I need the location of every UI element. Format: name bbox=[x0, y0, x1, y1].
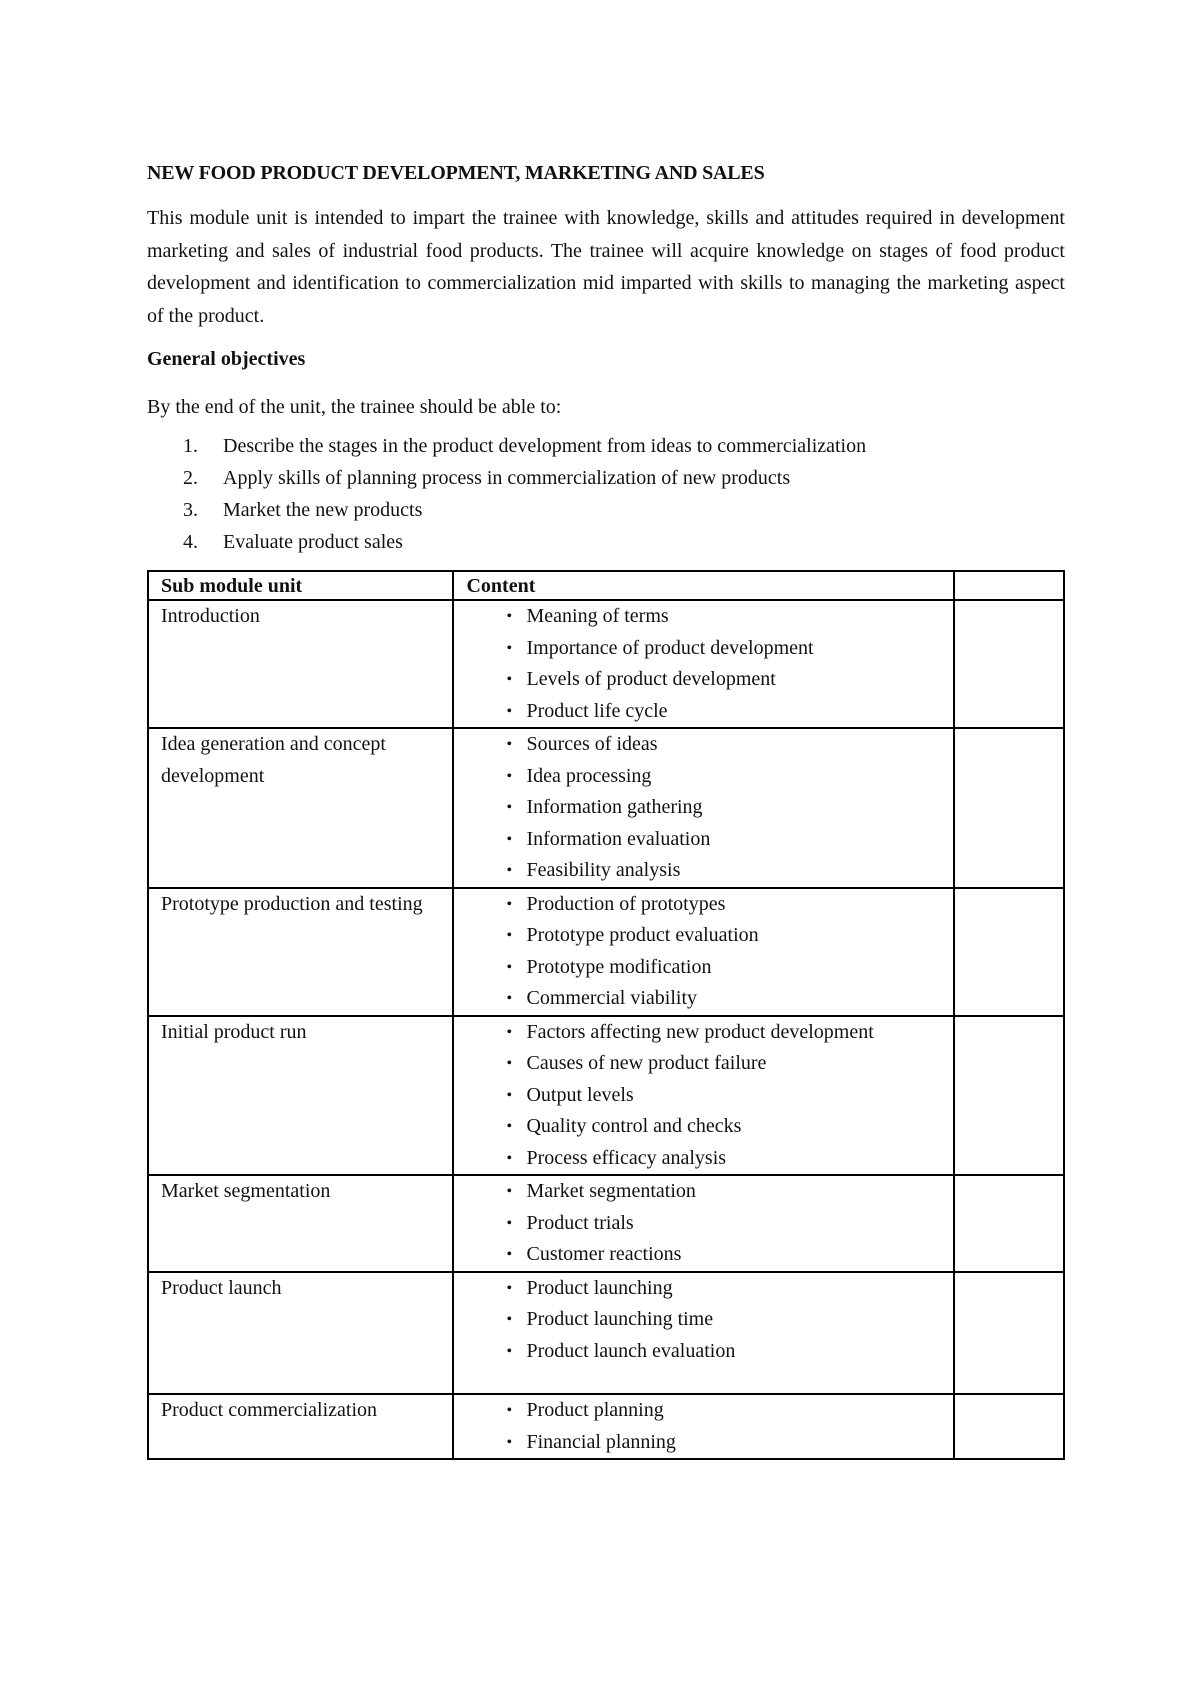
content-list bbox=[466, 601, 941, 727]
sub-module-unit-cell: Initial product run bbox=[148, 1016, 453, 1176]
table-row bbox=[148, 888, 1064, 1016]
bullet-icon: • bbox=[506, 1342, 513, 1360]
content-item bbox=[466, 1208, 941, 1240]
bullet-icon: • bbox=[506, 927, 513, 944]
bullet-icon: • bbox=[506, 1246, 513, 1263]
table-row bbox=[148, 1175, 1064, 1272]
extra-cell bbox=[954, 1175, 1064, 1272]
objective-number: 2. bbox=[183, 467, 198, 489]
bullet-icon: • bbox=[506, 990, 513, 1007]
bullet-icon: • bbox=[506, 702, 513, 720]
objective-item bbox=[147, 526, 1065, 558]
objective-number: 1. bbox=[183, 435, 198, 457]
content-item-text: Customer reactions bbox=[526, 1243, 682, 1265]
content-item-text: Prototype product evaluation bbox=[526, 924, 759, 946]
content-item bbox=[466, 824, 941, 856]
content-list bbox=[466, 1017, 941, 1175]
bullet-icon: • bbox=[506, 1214, 513, 1232]
document-page bbox=[147, 160, 1065, 1460]
objectives-lead: By the end of the unit, the trainee should be able to: bbox=[147, 396, 562, 418]
table-row bbox=[148, 600, 1064, 728]
content-item-text: Product life cycle bbox=[526, 699, 668, 722]
objective-text: Market the new products bbox=[223, 499, 423, 521]
content-item bbox=[466, 889, 941, 921]
sub-module-unit-cell: Product commercialization bbox=[148, 1394, 453, 1459]
objectives-list bbox=[147, 430, 1065, 558]
content-item-text: Factors affecting new product development bbox=[526, 1020, 874, 1043]
content-item bbox=[466, 761, 941, 793]
content-item-text: Importance of product development bbox=[526, 636, 814, 659]
content-item bbox=[466, 601, 941, 633]
bullet-icon: • bbox=[506, 1055, 513, 1072]
content-item bbox=[466, 1017, 941, 1049]
table-row bbox=[148, 728, 1064, 888]
content-item bbox=[466, 952, 941, 984]
content-item-text: Commercial viability bbox=[526, 987, 698, 1009]
content-item-text: Process efficacy analysis bbox=[526, 1146, 727, 1169]
content-item bbox=[466, 633, 941, 665]
sub-module-unit-cell: Prototype production and testing bbox=[148, 888, 453, 1016]
content-cell bbox=[453, 888, 954, 1016]
content-item bbox=[466, 1336, 941, 1368]
content-cell bbox=[453, 600, 954, 728]
bullet-icon: • bbox=[506, 1311, 513, 1328]
content-item-text: Meaning of terms bbox=[526, 605, 669, 627]
bullet-icon: • bbox=[506, 1279, 513, 1297]
bullet-icon: • bbox=[506, 1183, 513, 1200]
content-item-text: Prototype modification bbox=[526, 955, 712, 978]
objective-text: Evaluate product sales bbox=[223, 531, 403, 553]
content-item-text: Market segmentation bbox=[526, 1180, 696, 1202]
objectives-heading: General objectives bbox=[147, 348, 306, 370]
content-item bbox=[466, 696, 941, 728]
content-item-text: Product launch evaluation bbox=[526, 1339, 736, 1362]
intro-paragraph: This module unit is intended to impart the trainee with knowledge, skills and attitudes required in development marketing and sales of industrial food products. The trainee will acquire knowledge on stages of food product development and identification to commercialization mid imparted with skills to managing the marketing aspect of the product. bbox=[147, 207, 1065, 327]
content-cell bbox=[453, 1175, 954, 1272]
content-item bbox=[466, 1080, 941, 1112]
content-item bbox=[466, 1427, 941, 1459]
content-list bbox=[466, 1273, 941, 1368]
content-item bbox=[466, 1143, 941, 1175]
content-item-text: Levels of product development bbox=[526, 668, 776, 690]
content-item bbox=[466, 1304, 941, 1336]
content-item-text: Quality control and checks bbox=[526, 1115, 742, 1137]
header-extra bbox=[954, 571, 1064, 600]
sub-module-unit-cell: Introduction bbox=[148, 600, 453, 728]
sub-module-unit-cell: Product launch bbox=[148, 1272, 453, 1395]
content-item bbox=[466, 792, 941, 824]
content-item bbox=[466, 855, 941, 887]
content-item-text: Production of prototypes bbox=[526, 892, 726, 915]
bullet-icon: • bbox=[506, 862, 513, 879]
content-item-text: Idea processing bbox=[526, 764, 652, 787]
bullet-icon: • bbox=[506, 1118, 513, 1135]
content-list bbox=[466, 1395, 941, 1458]
bullet-icon: • bbox=[506, 767, 513, 785]
bullet-icon: • bbox=[506, 736, 513, 753]
content-item-text: Sources of ideas bbox=[526, 733, 658, 755]
content-item bbox=[466, 1395, 941, 1427]
content-cell bbox=[453, 728, 954, 888]
bullet-icon: • bbox=[506, 895, 513, 913]
sub-module-table bbox=[147, 570, 1065, 1460]
table-row bbox=[148, 1016, 1064, 1176]
sub-module-unit-cell: Market segmentation bbox=[148, 1175, 453, 1272]
content-item-text: Output levels bbox=[526, 1083, 634, 1106]
table-header-row bbox=[148, 571, 1064, 600]
content-item-text: Product launching bbox=[526, 1276, 673, 1299]
bullet-icon: • bbox=[506, 639, 513, 657]
content-item-text: Information evaluation bbox=[526, 827, 711, 850]
extra-cell bbox=[954, 1394, 1064, 1459]
bullet-icon: • bbox=[506, 1433, 513, 1451]
content-list bbox=[466, 1176, 941, 1271]
bullet-icon: • bbox=[506, 799, 513, 816]
content-item-text: Feasibility analysis bbox=[526, 859, 681, 881]
table-row bbox=[148, 1394, 1064, 1459]
objective-item bbox=[147, 494, 1065, 526]
extra-cell bbox=[954, 600, 1064, 728]
content-item-text: Information gathering bbox=[526, 796, 703, 818]
content-list bbox=[466, 889, 941, 1015]
content-cell bbox=[453, 1394, 954, 1459]
bullet-icon: • bbox=[506, 1402, 513, 1419]
content-item bbox=[466, 983, 941, 1015]
content-item-text: Financial planning bbox=[526, 1430, 676, 1453]
table-row bbox=[148, 1272, 1064, 1395]
bullet-icon: • bbox=[506, 1086, 513, 1104]
extra-cell bbox=[954, 888, 1064, 1016]
content-item bbox=[466, 729, 941, 761]
objective-item bbox=[147, 430, 1065, 462]
content-item bbox=[466, 1273, 941, 1305]
header-sub-module-unit: Sub module unit bbox=[148, 571, 453, 600]
objective-number: 3. bbox=[183, 499, 198, 521]
content-item-text: Causes of new product failure bbox=[526, 1052, 767, 1074]
bullet-icon: • bbox=[506, 830, 513, 848]
objective-item bbox=[147, 462, 1065, 494]
content-item bbox=[466, 920, 941, 952]
content-item bbox=[466, 1176, 941, 1208]
content-cell bbox=[453, 1272, 954, 1395]
extra-cell bbox=[954, 1016, 1064, 1176]
objective-number: 4. bbox=[183, 531, 198, 553]
objective-text: Describe the stages in the product development from ideas to commercialization bbox=[223, 435, 867, 457]
bullet-icon: • bbox=[506, 958, 513, 976]
content-item bbox=[466, 1239, 941, 1271]
content-item bbox=[466, 1048, 941, 1080]
content-item-text: Product planning bbox=[526, 1399, 664, 1421]
table-body bbox=[148, 600, 1064, 1459]
cell-spacer bbox=[466, 1367, 941, 1393]
bullet-icon: • bbox=[506, 1149, 513, 1167]
extra-cell bbox=[954, 1272, 1064, 1395]
content-item-text: Product launching time bbox=[526, 1308, 714, 1330]
content-item-text: Product trials bbox=[526, 1211, 634, 1234]
bullet-icon: • bbox=[506, 1023, 513, 1041]
content-item bbox=[466, 1111, 941, 1143]
sub-module-unit-cell: Idea generation and concept development bbox=[148, 728, 453, 888]
content-list bbox=[466, 729, 941, 887]
content-item bbox=[466, 664, 941, 696]
objective-text: Apply skills of planning process in commercialization of new products bbox=[223, 467, 791, 489]
extra-cell bbox=[954, 728, 1064, 888]
header-content: Content bbox=[453, 571, 954, 600]
bullet-icon: • bbox=[506, 671, 513, 688]
content-cell bbox=[453, 1016, 954, 1176]
bullet-icon: • bbox=[506, 608, 513, 625]
document-title: NEW FOOD PRODUCT DEVELOPMENT, MARKETING AND SALES bbox=[147, 162, 765, 184]
